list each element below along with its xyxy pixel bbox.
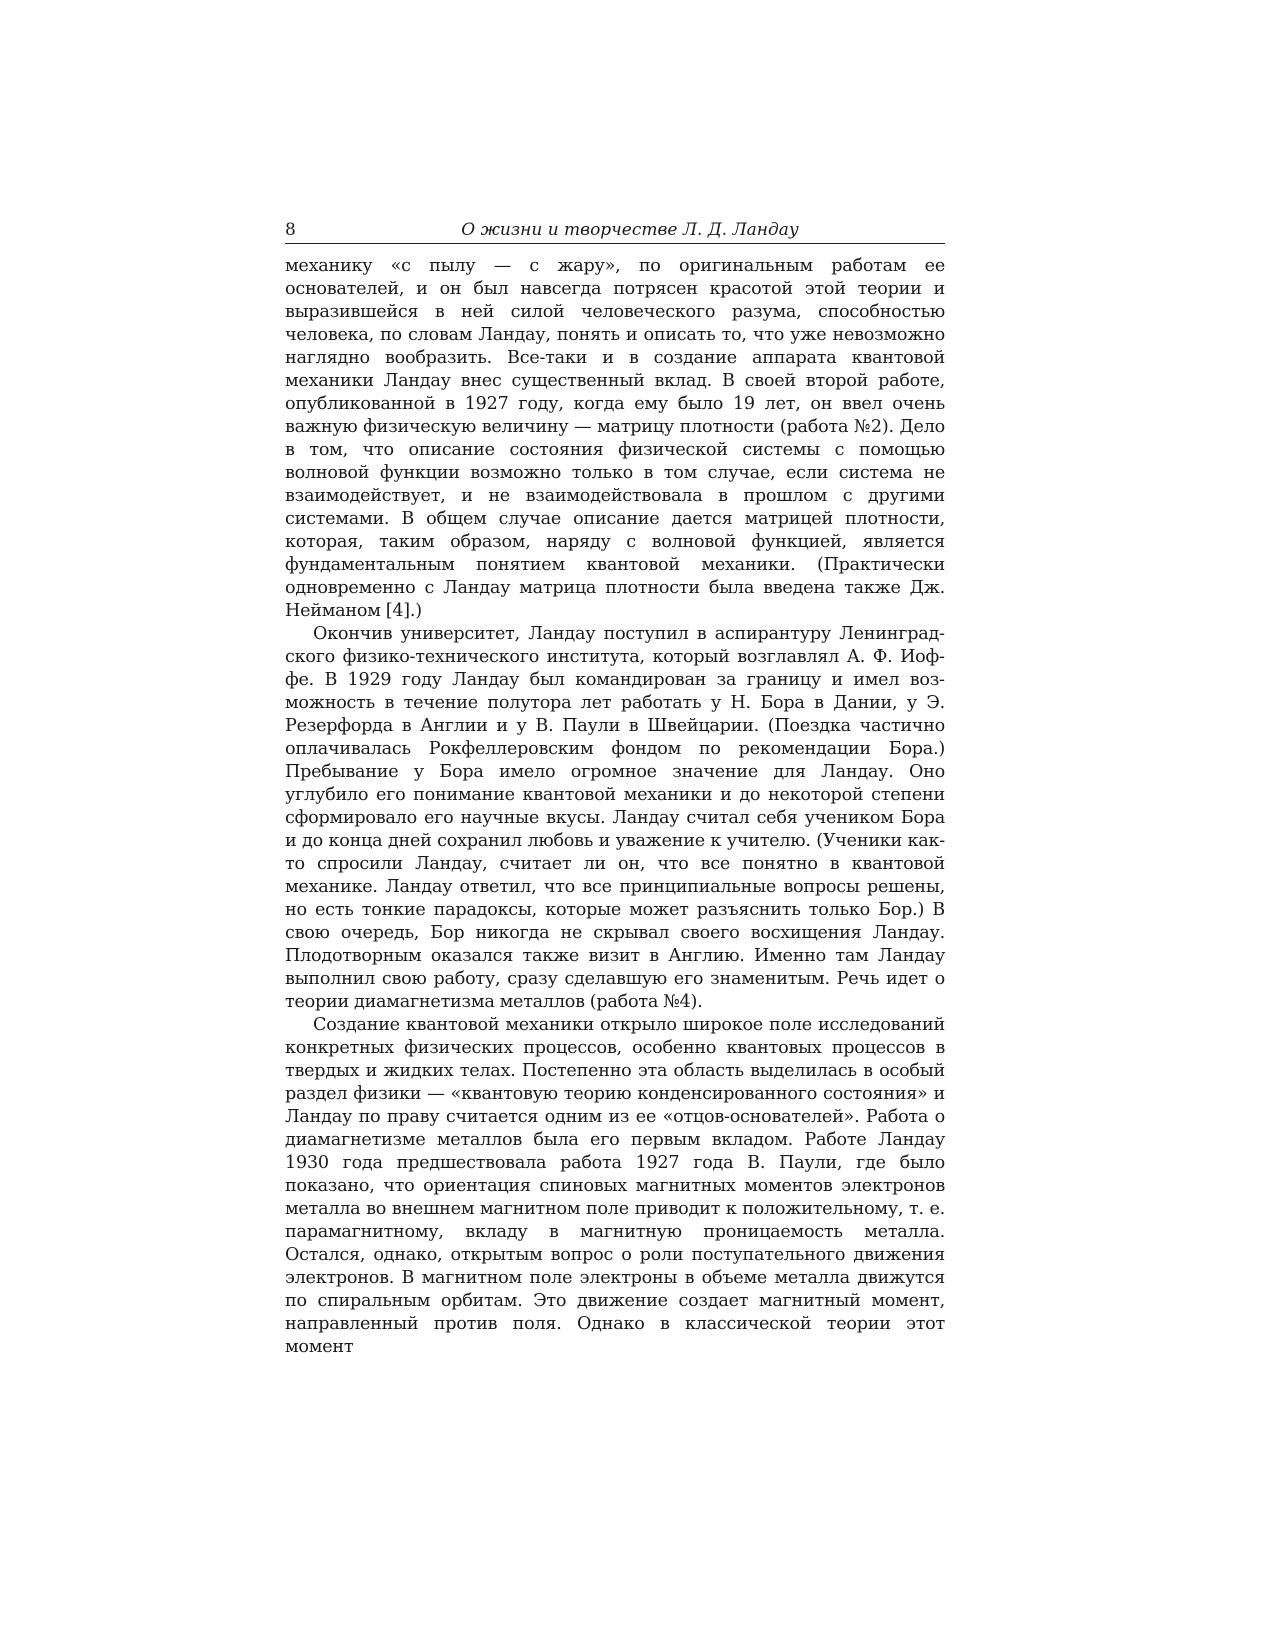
paragraph-3: Создание квантовой механики открыло широкое поле исследований конкретных физических процессов, особенно квантовых процессов в твердых и жидких телах. Постепенно эта область выделилась в особый раздел физики — «квантовую теорию конденсированного состояния» и Ландау по праву считается одним из ее «отцов-основателей». Работа о диамагнетизме металлов была его первым вкладом. Работе Ландау 1930 года предшествовала работа 1927 года В. Паули, где было показано, что ориентация спиновых магнитных моментов электронов металла во внешнем магнитном поле приводит к положительному, т. е. парамагнитному, вкладу в магнитную проницаемость металла. Остался, однако, открытым вопрос о роли поступательного движения электронов. В магнитном поле электроны в объеме металла движутся по спиральным орбитам. Это движение создает магнитный момент, направленный против поля. Однако в классической теории этот момент (285, 1015, 945, 1357)
body-text (285, 255, 945, 1359)
paragraph-2: Окончив университет, Ландау поступил в аспирантуру Ленинградского физико-технического института, который возглавлял А. Ф. Иоффе. В 1929 году Ландау был командирован за границу и имел возможность в течение полутора лет работать у Н. Бора в Дании, у Э. Резерфорда в Англии и у В. Паули в Швейцарии. (Поездка частично оплачивалась Рокфеллеровским фондом по рекомендации Бора.) Пребывание у Бора имело огромное значение для Ландау. Оно углубило его понимание квантовой механики и до некоторой степени сформировало его научные вкусы. Ландау считал себя учеником Бора и до конца дней сохранил любовь и уважение к учителю. (Ученики как-то спросили Ландау, считает ли он, что все понятно в квантовой механике. Ландау ответил, что все принципиальные вопросы решены, но есть тонкие парадоксы, которые может разъяснить только Бор.) В свою очередь, Бор никогда не скрывал своего восхищения Ландау. Плодотворным оказался также визит в Англию. Именно там Ландау выполнил свою работу, сразу сделавшую его знаменитым. Речь идет о теории диамагнетизма металлов (работа №4). (285, 624, 945, 1012)
page-number: 8 (285, 220, 296, 240)
book-page (285, 217, 945, 1359)
running-head (285, 217, 945, 244)
paragraph-1: механику «с пылу — с жару», по оригинальным работам ее основателей, и он был навсегда потрясен красотой этой теории и выразившейся в ней силой человеческого разума, способностью человека, по словам Ландау, понять и описать то, что уже невозможно наглядно вообразить. Все-таки и в создание аппарата квантовой механики Ландау внес существенный вклад. В своей второй работе, опубликованной в 1927 году, когда ему было 19 лет, он ввел очень важную физическую величину — матрицу плотности (работа №2). Дело в том, что описание состояния физической системы с помощью волновой функции возможно только в том случае, если система не взаимодействует, и не взаимодействовала в прошлом с другими системами. В общем случае описание дается матрицей плотности, которая, таким образом, наряду с волновой функцией, является фундаментальным понятием квантовой механики. (Практически одновременно с Ландау матрица плотности была введена также Дж. Нейманом [4].) (285, 256, 945, 621)
running-title: О жизни и творчестве Л. Д. Ландау (461, 220, 799, 240)
